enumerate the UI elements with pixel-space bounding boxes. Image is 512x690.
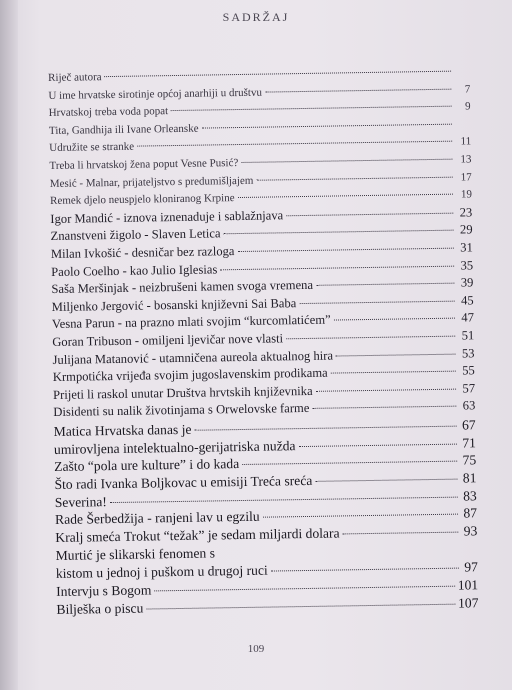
toc-entry-title: Miljenko Jergović - bosanski književni Sai Baba [51, 295, 297, 314]
toc-entry-title: Riječ autora [48, 71, 102, 84]
toc-entry-page: 23 [459, 205, 473, 220]
toc-entry-page: 63 [462, 398, 476, 413]
toc-entry-page: 55 [462, 363, 475, 378]
toc-entry-page: 75 [462, 452, 477, 469]
toc-entry-title: Prijeti li raskol unutar Društva hrvtskih književnika [52, 383, 313, 402]
toc-entry-page: 13 [460, 153, 472, 166]
toc-entry-page: 67 [461, 417, 476, 433]
toc-entry-title: Treba li hrvatskoj žena poput Vesne Pusić? [49, 156, 239, 172]
toc-entry-title: Zašto “pola ure kulture” i do kada [54, 456, 240, 475]
toc-entry-page: 53 [461, 345, 475, 361]
dot-leader [220, 265, 454, 270]
dot-leader [137, 141, 452, 147]
toc-entry-page: 57 [462, 381, 476, 396]
toc-entry-page: 31 [460, 240, 473, 255]
toc-entry-title: Udružite se stranke [49, 141, 135, 155]
toc-entry-page: 7 [464, 82, 471, 96]
dot-leader [202, 123, 452, 128]
toc-entry-title: Igor Mandić - iznova iznenaduje i sablažnjava [50, 208, 284, 226]
dot-leader [316, 388, 456, 391]
dot-leader [343, 531, 459, 534]
toc-entry-page: 107 [457, 594, 479, 611]
dot-leader [194, 426, 456, 431]
dot-leader [299, 443, 457, 446]
toc-entry-title: Goran Tribuson - omiljeni ljevičar nove vlasti [52, 331, 284, 349]
dot-leader [146, 603, 455, 609]
dot-leader [154, 586, 454, 592]
table-of-contents [48, 63, 479, 618]
dot-leader [312, 406, 456, 409]
toc-entry-page: 87 [463, 505, 478, 521]
dot-leader [331, 371, 456, 374]
toc-entry-title: Intervju s Bogom [56, 582, 152, 599]
dot-leader [237, 248, 453, 252]
toc-entry-page: 45 [460, 293, 474, 308]
dot-leader [336, 353, 456, 356]
toc-entry-title: Matica Hrvatska danas je [53, 421, 192, 439]
dot-leader [271, 568, 459, 572]
toc-entry-title: Saša Meršinjak - neizbrušeni kamen svoga vremena [51, 277, 314, 297]
dot-leader [238, 194, 453, 198]
dot-leader [286, 212, 453, 216]
toc-entry-title: Remek djelo neuspjelo kloniranog Krpine [49, 192, 235, 208]
dot-leader [110, 496, 458, 502]
toc-entry-page: 47 [461, 310, 475, 325]
dot-leader [299, 300, 454, 303]
toc-entry-page: 9 [465, 100, 471, 113]
toc-entry-title: Murtić je slikarski fenomen s [55, 545, 216, 564]
toc-entry-title: Hrvatskoj treba voda popat [48, 105, 169, 120]
dot-leader [315, 479, 457, 482]
page-gutter-shadow [0, 0, 18, 690]
dot-leader [241, 159, 452, 163]
toc-entry-page: 83 [463, 487, 477, 504]
toc-entry-page: 17 [460, 170, 472, 184]
dot-leader [263, 514, 458, 518]
dot-leader [256, 176, 452, 180]
toc-entry-page: 71 [462, 435, 477, 451]
dot-leader [286, 336, 455, 340]
toc-entry-title: Bilješka o piscu [56, 600, 144, 617]
toc-entry-title: Rade Šerbedžija - ranjeni lav u egzilu [54, 508, 260, 528]
dot-leader [105, 71, 452, 77]
toc-entry-page: 39 [460, 275, 474, 290]
toc-entry-title: Kralj smeća Trokut “težak” je sedam miljardi dolara [55, 525, 340, 545]
toc-entry-title: Julijana Matanović - utamničena aureola aktualnog hira [52, 348, 334, 367]
toc-entry-title: Milan Ivkošić - desničar bez razloga [50, 244, 235, 261]
toc-entry-title: umirovljena intelektualno-gerijatriska nužda [53, 438, 296, 457]
toc-entry-title: Disidenti su nalik životinjama s Orwelovske farme [53, 401, 310, 420]
toc-entry-page: 81 [462, 470, 477, 486]
page-number: 109 [247, 643, 265, 655]
dot-leader [242, 461, 457, 465]
toc-entry-title: Znanstveni žigolo - Slaven Letica [50, 226, 221, 244]
dot-leader [171, 106, 452, 111]
dot-leader [334, 318, 455, 321]
toc-entry-page: 51 [461, 328, 475, 343]
toc-entry-page: 97 [464, 559, 478, 575]
toc-entry-title: Paolo Coelho - kao Julio Iglesias [51, 261, 218, 279]
toc-entry-page: 19 [460, 188, 473, 201]
toc-entry-title: Severina! [54, 493, 107, 510]
page-title: SADRŽAJ [222, 10, 290, 24]
toc-entry-title: Tita, Gandhija ili Ivane Orleanske [48, 122, 199, 137]
toc-entry-title: Krmpotićka vrijeđa svojim jugoslavenskim prodikama [52, 365, 328, 385]
dot-leader [224, 230, 454, 235]
dot-leader [316, 283, 454, 286]
toc-entry-page: 11 [460, 135, 472, 148]
toc-entry-page: 101 [457, 577, 479, 593]
toc-entry-title: Mesić - Malnar, prijateljstvo s predumišljajem [49, 174, 254, 190]
toc-entry-title: kistom u jednoj i puškom u drugoj ruci [55, 563, 268, 582]
toc-entry-title: Vesna Parun - na prazno mlati svojim “kurcomlatićem” [51, 312, 331, 332]
toc-entry-page: 29 [459, 222, 473, 237]
dot-leader [265, 88, 451, 92]
toc-entry-title: Što radi Ivanka Boljkovac u emisiji Treća sreća [54, 472, 313, 493]
toc-entry-page: 93 [463, 523, 478, 539]
toc-entry-page: 35 [460, 257, 474, 273]
toc-entry-title: U ime hrvatske sirotinje općoj anarhiji u društvu [48, 86, 263, 102]
